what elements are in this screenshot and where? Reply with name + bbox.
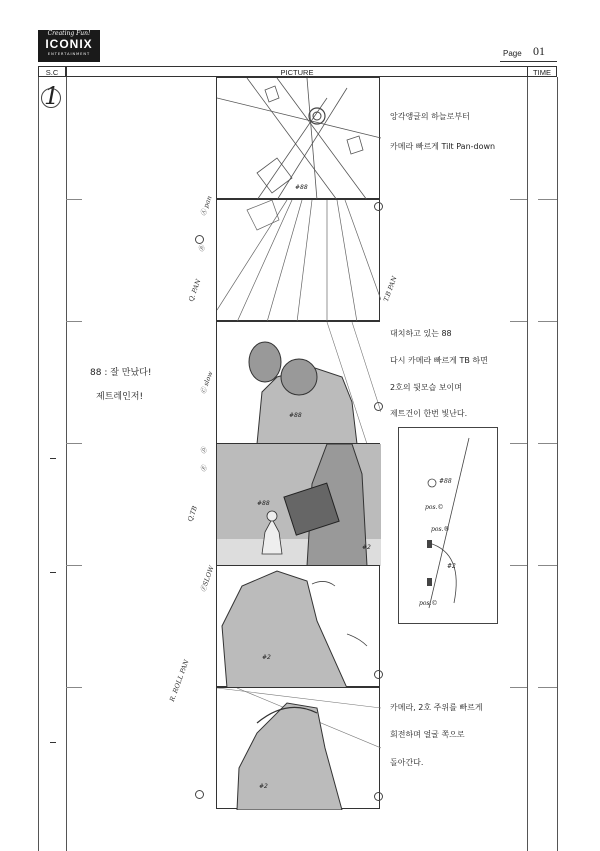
panel-5-tag: #2: [262, 654, 271, 661]
row-divider: [510, 321, 527, 322]
panel-marker: [374, 670, 383, 679]
row-divider: [66, 687, 82, 688]
panel-1-tag: #88: [295, 184, 308, 191]
note-panel3-line2: 다시 카메라 빠르게 TB 하면: [390, 356, 488, 365]
column-header-sc: S.C: [38, 66, 66, 77]
row-divider: [510, 687, 527, 688]
camera-mark: R. ROLL PAN: [168, 658, 191, 703]
dialogue-line-2: 제트레인저!: [96, 392, 144, 402]
note-panel1-line1: 앙각앵글의 하늘로부터: [390, 112, 470, 121]
panel-marker: [195, 790, 204, 799]
storyboard-panel-3: [216, 321, 380, 443]
camera-mark: Q. PAN: [187, 278, 203, 303]
note-panel1-line2: 카메라 빠르게 Tilt Pan-down: [390, 142, 496, 151]
note-panel3-line1: 대치하고 있는 88: [390, 329, 452, 338]
column-header-picture: PICTURE: [66, 66, 528, 77]
sketch-building-perspective: [217, 200, 381, 322]
diagram-label-pos-e: pos.©: [419, 600, 438, 607]
sketch-robot-2-face: [217, 688, 381, 810]
camera-mark: ⒻSLOW: [198, 564, 216, 594]
left-border: [38, 77, 39, 851]
note-panel3-line4: 제트건이 한번 빛난다.: [390, 409, 468, 418]
diagram-label-pos-b: pos.®: [431, 526, 450, 533]
logo-brand: ICONIX: [45, 37, 93, 51]
row-divider: [510, 443, 527, 444]
row-divider: [66, 565, 82, 566]
logo-subtitle: ENTERTAINMENT: [47, 52, 91, 56]
camera-mark: T.B PAN: [382, 275, 399, 303]
scene-number: 1: [44, 82, 60, 110]
logo-tagline: Creating Fun!: [47, 30, 91, 37]
page-number: 01: [533, 44, 545, 58]
panel-marker: [374, 792, 383, 801]
storyboard-panel-5: [216, 565, 380, 687]
sketch-robot-88: [217, 322, 381, 444]
sketch-standoff: [217, 444, 381, 566]
camera-mark: Ⓐ pan: [198, 194, 214, 218]
row-divider: [510, 565, 527, 566]
time-divider: [527, 77, 528, 851]
panel-4-tag-2: #2: [362, 544, 371, 551]
sketch-robot-2-back: [217, 566, 381, 688]
panel-3-tag: #88: [289, 412, 302, 419]
sketch-sky-objects: [217, 78, 381, 200]
row-divider: [538, 321, 557, 322]
camera-position-diagram: [398, 427, 498, 624]
camera-mark: Ⓓ: [198, 446, 209, 456]
camera-mark: Ⓑ: [196, 244, 207, 254]
storyboard-panel-2: [216, 199, 380, 321]
page-underline: [500, 61, 557, 62]
row-divider: [510, 199, 527, 200]
right-border: [557, 77, 558, 851]
diagram-label-88: #88: [439, 478, 452, 485]
note-panel3-line3: 2호의 뒷모습 보이며: [390, 383, 462, 392]
row-divider: [66, 199, 82, 200]
panel-marker: [195, 235, 204, 244]
camera-mark: Ⓒ slow: [198, 370, 215, 396]
storyboard-panel-4: [216, 443, 380, 565]
note-panel6-line3: 돌아간다.: [390, 758, 424, 767]
scene-number-circle: [41, 88, 61, 108]
storyboard-panel-6: [216, 687, 380, 809]
page-label: Page: [503, 49, 522, 58]
camera-mark: Ⓔ: [198, 464, 209, 474]
panel-4-tag-88: #88: [257, 500, 270, 507]
note-panel6-line2: 회전하며 얼굴 쪽으로: [390, 730, 465, 739]
storyboard-panel-1: [216, 77, 380, 199]
camera-mark: Q.TB: [186, 504, 200, 523]
margin-tick: [50, 458, 56, 459]
row-divider: [66, 443, 82, 444]
panel-marker: [374, 402, 383, 411]
diagram-label-pos-c: pos.©: [425, 504, 444, 511]
note-panel6-line1: 카메라, 2호 주위를 빠르게: [390, 703, 483, 712]
dialogue-line-1: 88 : 잘 만났다!: [90, 368, 152, 378]
margin-tick: [50, 572, 56, 573]
row-divider: [538, 687, 557, 688]
row-divider: [538, 199, 557, 200]
company-logo: [38, 30, 100, 62]
column-header-time: TIME: [527, 66, 557, 77]
row-divider: [538, 443, 557, 444]
diagram-label-char: #2: [447, 563, 456, 570]
margin-tick: [50, 742, 56, 743]
panel-6-tag: #2: [259, 783, 268, 790]
sc-divider: [66, 77, 67, 851]
panel-marker: [374, 202, 383, 211]
row-divider: [66, 321, 82, 322]
row-divider: [538, 565, 557, 566]
